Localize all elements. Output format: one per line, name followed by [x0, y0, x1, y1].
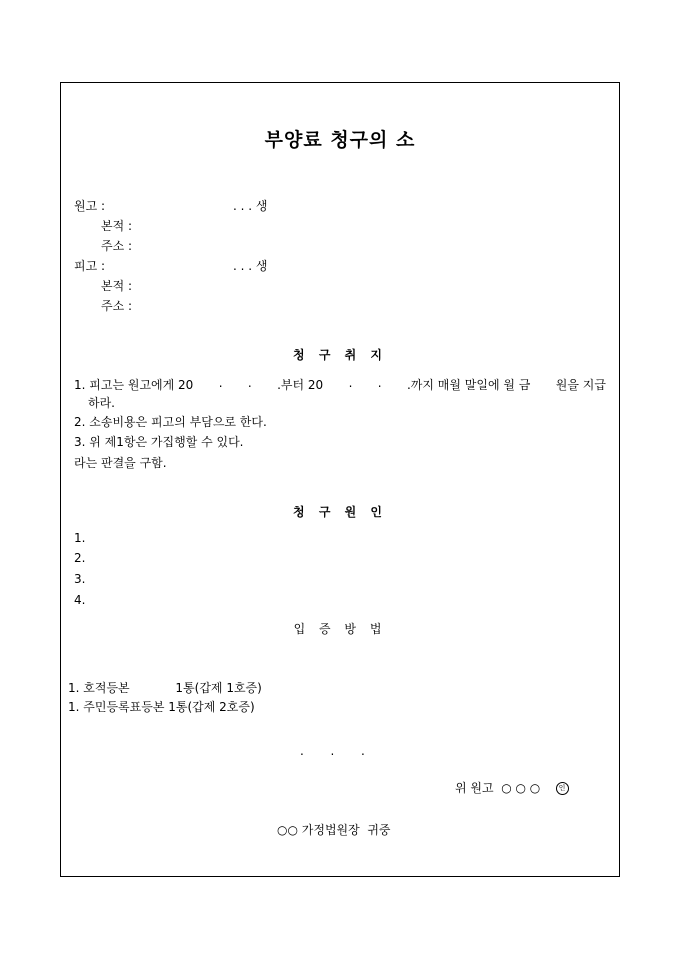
- defendant-birth: . . . 생: [233, 259, 268, 273]
- document-title: 부양료 청구의 소: [264, 129, 416, 151]
- signature-line: [455, 780, 569, 796]
- claim-cause-heading: 청 구 원 인: [293, 505, 387, 519]
- plaintiff-birth: . . . 생: [233, 199, 268, 213]
- evidence-item: 1. 호적등본 1통(갑제 1호증): [68, 681, 262, 695]
- claim-purpose-line-3: 3. 위 제1항은 가집행할 수 있다.: [74, 435, 244, 449]
- claim-purpose-line-1-cont: 하라.: [88, 396, 115, 410]
- claim-cause-item: 1.: [74, 531, 86, 545]
- claim-purpose-line-1-part: .: [348, 376, 353, 390]
- claim-purpose-line-1-part: .부터 20: [277, 378, 324, 392]
- plaintiff-label: 원고 :: [74, 199, 106, 213]
- claim-purpose-line-1-part: .: [377, 376, 382, 390]
- claim-cause-item: 2.: [74, 551, 86, 565]
- claim-cause-item: 3.: [74, 572, 86, 586]
- claim-purpose-line-1: [74, 376, 606, 393]
- signature-text: 위 원고 ○ ○ ○: [455, 781, 541, 795]
- claim-purpose-line-1-part: .까지 매월 말일에 월 금: [406, 378, 531, 392]
- seal-mark: 인: [556, 782, 569, 795]
- evidence-heading: 입 증 방 법: [293, 622, 387, 636]
- claim-purpose-closing: 라는 판결을 구함.: [74, 456, 167, 470]
- claim-cause-item: 4.: [74, 593, 86, 607]
- date-line: . . .: [300, 744, 365, 758]
- evidence-item: 1. 주민등록표등본 1통(갑제 2호증): [68, 700, 255, 714]
- claim-purpose-line-1-part: 1. 피고는 원고에게 20: [74, 378, 194, 392]
- claim-purpose-line-1-part: 원을 지급: [555, 378, 606, 392]
- plaintiff-address-label: 주소 :: [101, 239, 133, 253]
- claim-purpose-line-2: 2. 소송비용은 피고의 부담으로 한다.: [74, 415, 267, 429]
- defendant-address-label: 주소 :: [101, 299, 133, 313]
- claim-purpose-line-1-part: .: [218, 376, 223, 390]
- defendant-registry-label: 본적 :: [101, 279, 133, 293]
- plaintiff-registry-label: 본적 :: [101, 219, 133, 233]
- claim-purpose-line-1-part: .: [247, 376, 252, 390]
- defendant-label: 피고 :: [74, 259, 106, 273]
- addressee: ○○ 가정법원장 귀중: [277, 823, 391, 837]
- claim-purpose-heading: 청 구 취 지: [293, 348, 387, 362]
